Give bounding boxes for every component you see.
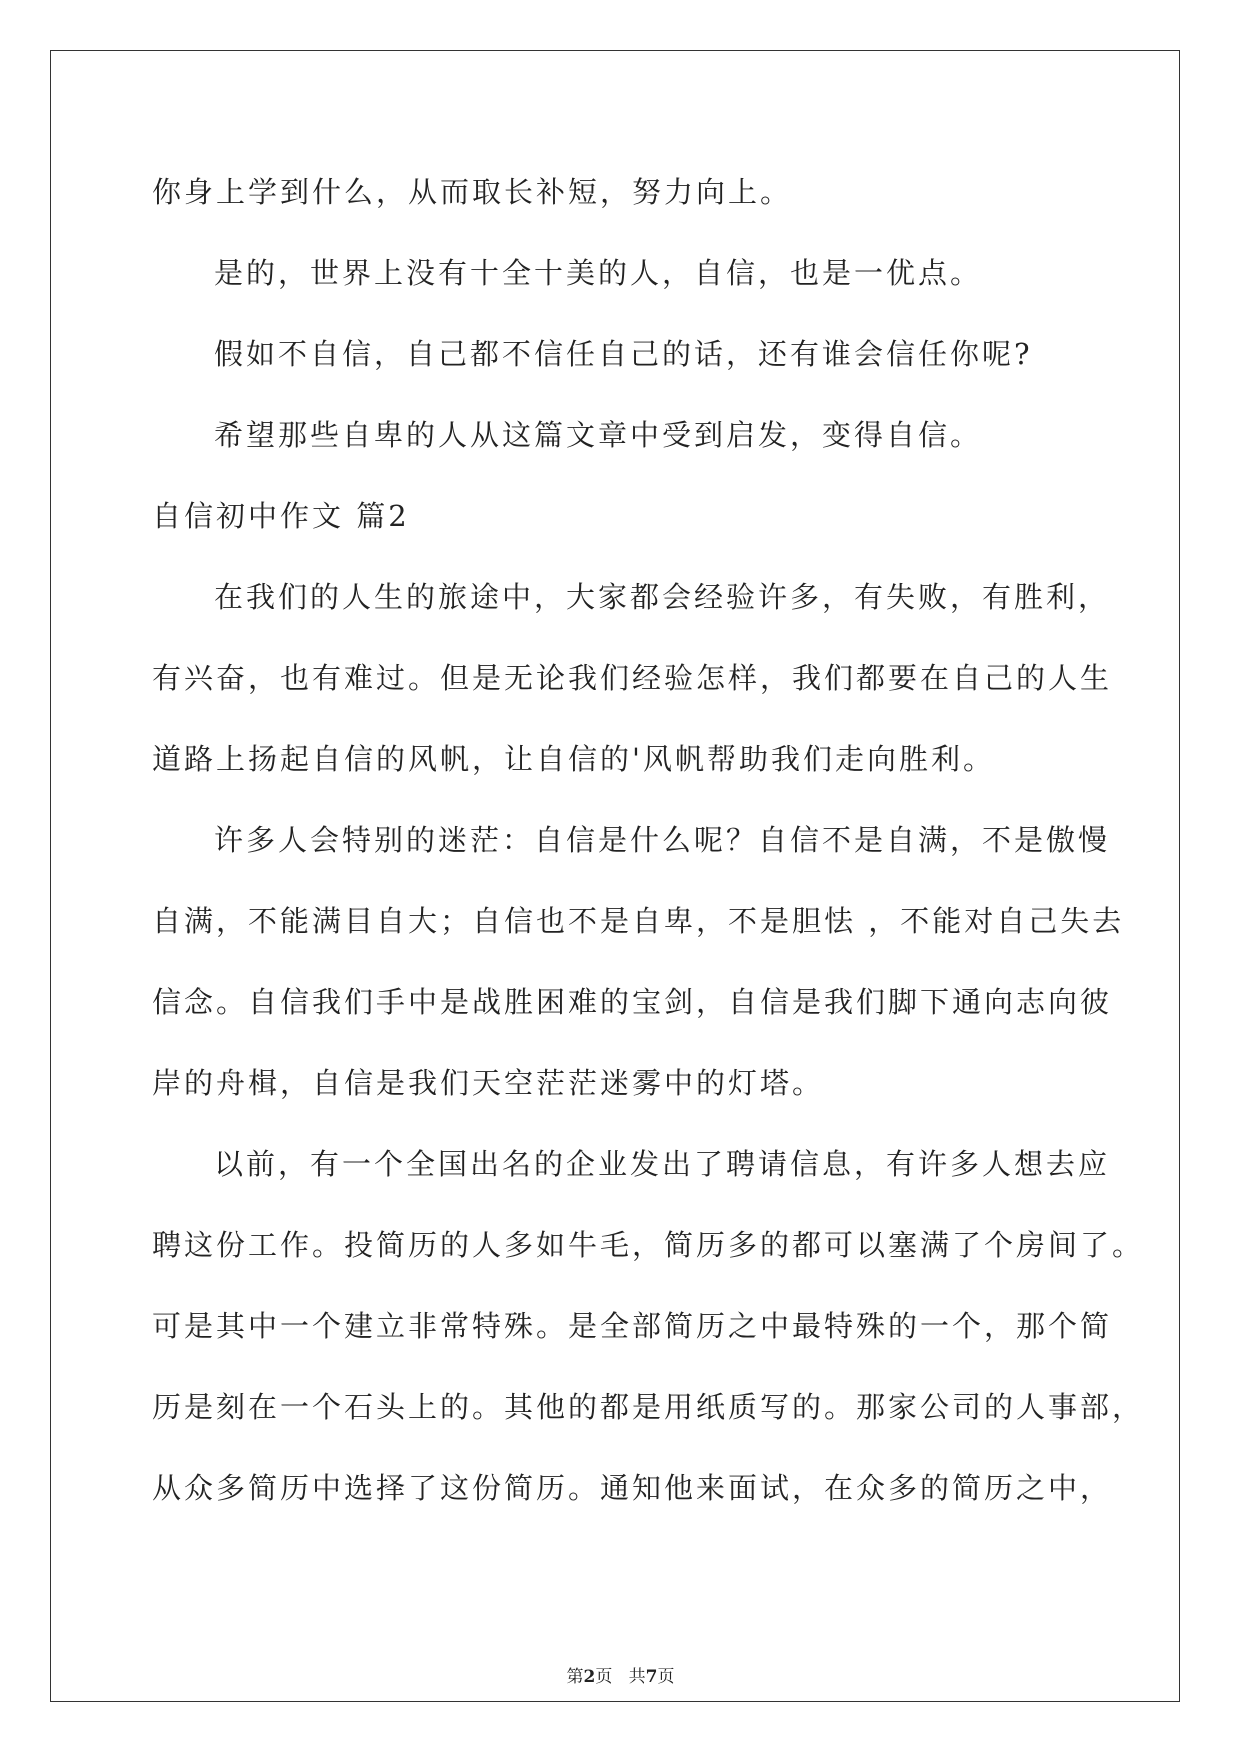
section-heading: 自信初中作文 篇2 — [152, 499, 410, 533]
page-frame — [50, 50, 1180, 1702]
text-line: 假如不自信，自己都不信任自己的话，还有谁会信任你呢? — [214, 337, 1033, 371]
page-prefix: 第 — [566, 1667, 584, 1687]
text-line: 许多人会特别的迷茫：自信是什么呢？自信不是自满，不是傲慢 — [214, 823, 1111, 857]
text-line: 以前，有一个全国出名的企业发出了聘请信息，有许多人想去应 — [214, 1147, 1111, 1181]
page-mid: 页 共 — [595, 1667, 646, 1687]
text-line: 可是其中一个建立非常特殊。是全部简历之中最特殊的一个，那个简 — [152, 1309, 1113, 1343]
page-suffix: 页 — [657, 1667, 675, 1687]
text-line: 自满，不能满目自大；自信也不是自卑，不是胆怯 ，不能对自己失去 — [152, 904, 1125, 938]
text-line: 聘这份工作。投简历的人多如牛毛，简历多的都可以塞满了个房间了。 — [152, 1228, 1145, 1262]
text-line: 希望那些自卑的人从这篇文章中受到启发，变得自信。 — [214, 418, 983, 452]
text-line: 历是刻在一个石头上的。其他的都是用纸质写的。那家公司的人事部， — [152, 1390, 1145, 1424]
text-line: 从众多简历中选择了这份简历。通知他来面试，在众多的简历之中， — [152, 1471, 1113, 1505]
text-line: 是的，世界上没有十全十美的人，自信，也是一优点。 — [214, 256, 983, 290]
text-line: 道路上扬起自信的风帆，让自信的'风帆帮助我们走向胜利。 — [152, 742, 995, 776]
page-number-footer — [0, 1662, 1241, 1687]
page-total: 7 — [645, 1667, 658, 1687]
text-line: 你身上学到什么，从而取长补短，努力向上。 — [152, 175, 793, 209]
text-line: 在我们的人生的旅途中，大家都会经验许多，有失败，有胜利， — [214, 580, 1111, 614]
page-current: 2 — [583, 1667, 596, 1687]
text-line: 岸的舟楫，自信是我们天空茫茫迷雾中的灯塔。 — [152, 1066, 825, 1100]
text-line: 有兴奋，也有难过。但是无论我们经验怎样，我们都要在自己的人生 — [152, 661, 1113, 695]
text-line: 信念。自信我们手中是战胜困难的宝剑，自信是我们脚下通向志向彼 — [152, 985, 1113, 1019]
